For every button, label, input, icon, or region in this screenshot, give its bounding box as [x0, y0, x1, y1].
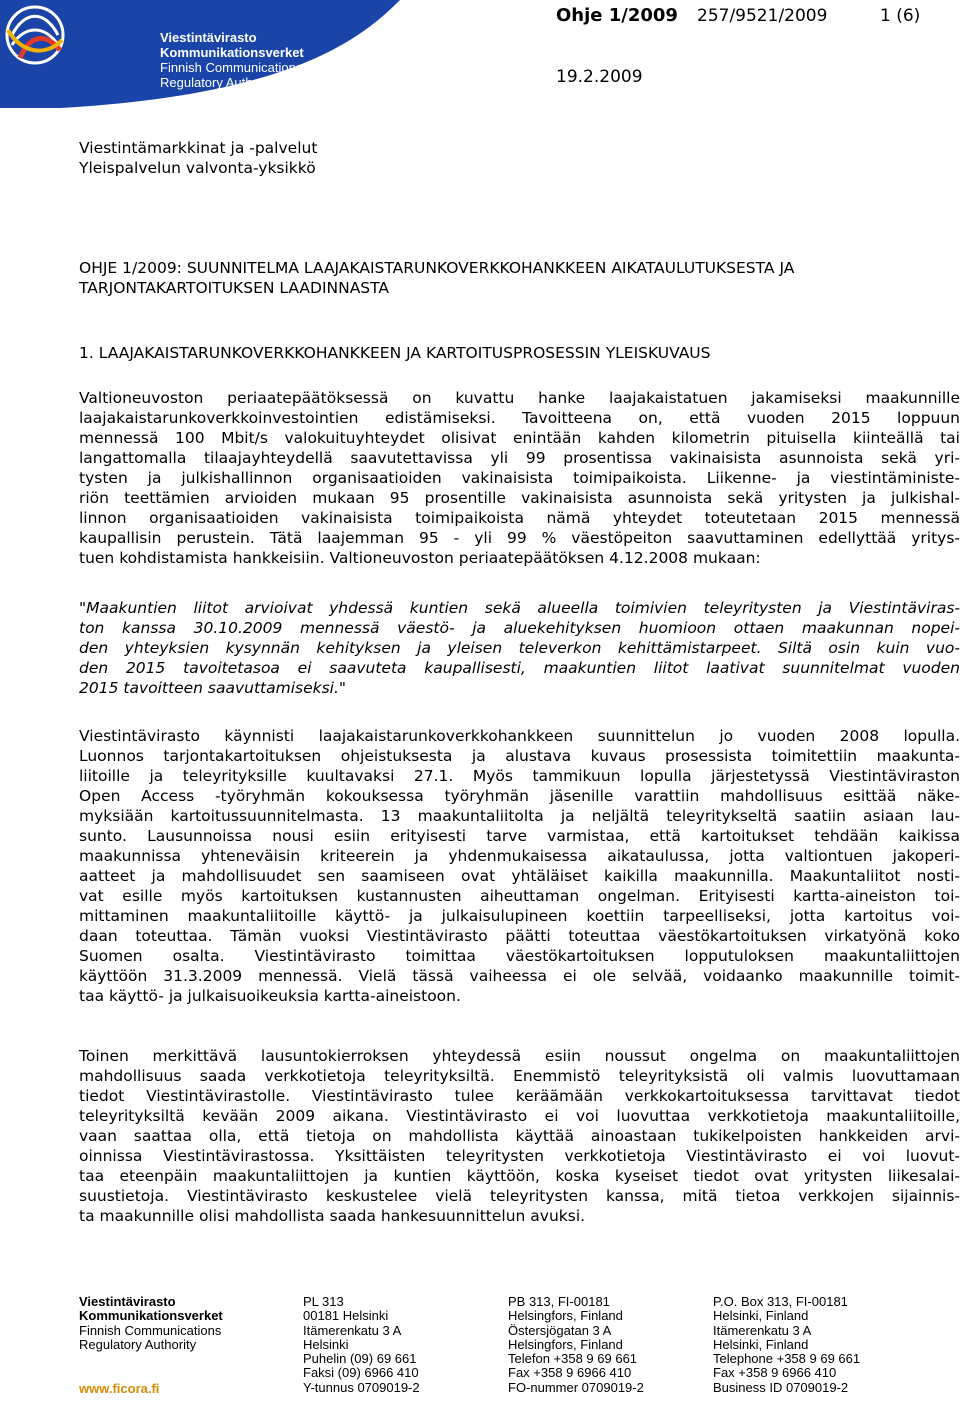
page-number: 1 (6)	[880, 6, 921, 26]
logo-name-en-2: Regulatory Authority	[160, 75, 278, 90]
text-line: myksiään kartoitussuunnitelmasta. 13 maakuntaliitolta ja neljältä teleyritykseltä saatiin asiaan lau-	[79, 807, 960, 825]
footer-line: Telephone +358 9 69 661	[713, 1351, 861, 1367]
footer-line: Helsingfors, Finland	[508, 1336, 623, 1352]
footer-line: P.O. Box 313, FI-00181	[713, 1294, 848, 1309]
footer-line: 00181 Helsinki	[303, 1308, 389, 1324]
footer-line: Helsinki, Finland	[713, 1308, 809, 1324]
document-date: 19.2.2009	[556, 67, 643, 87]
department-line: Viestintämarkkinat ja -palvelut	[79, 139, 318, 157]
logo-text	[160, 30, 304, 90]
text-line: sunto. Lausunnoissa nousi esiin erityisesti tarve varmistaa, että kartoitukset tehdään kaikissa	[79, 827, 960, 845]
footer-line: Regulatory Authority	[79, 1336, 197, 1352]
footer-line: PL 313	[303, 1294, 344, 1309]
text-line: maakunnissa yhteneväisin kriteerein ja yhdenmukaisessa aikataulussa, jotta valtiontuen jakoperi-	[79, 847, 960, 865]
department	[79, 138, 960, 178]
website-link[interactable]: www.ficora.fi	[79, 1381, 160, 1396]
text-line: aatteet ja mahdollisuudet sen saamiseen ovat yhtäläiset kaikilla maakunnilla. Maakuntaliitot nosti-	[79, 867, 960, 885]
footer-line: Telefon +358 9 69 661	[508, 1351, 638, 1367]
paragraph-1	[79, 388, 960, 568]
footer-col-fi	[303, 1295, 420, 1395]
section-heading: 1. LAAJAKAISTARUNKOVERKKOHANKKEEN JA KARTOITUSPROSESSIN YLEISKUVAUS	[79, 344, 711, 362]
text-line: daan toteuttaa. Tämän vuoksi Viestintävirasto päätti toteuttaa väestökartoituksen virkatyönä koko	[79, 927, 960, 945]
text-line: Valtioneuvoston periaatepäätöksessä on kuvattu hanke laajakaistatuen jakamiseksi maakunnille	[79, 389, 960, 407]
footer-line: Business ID 0709019-2	[713, 1379, 849, 1395]
text-line: Viestintävirasto käynnisti laajakaistarunkoverkkohankkeen suunnittelun jo vuoden 2008 lopulla.	[79, 727, 960, 745]
text-line: den 2015 tavoitetasoa ei saavuteta kaupallisesti, maakuntien liitot laativat suunnitelmat vuoden	[79, 659, 960, 677]
text-line: "Maakuntien liitot arvioivat yhdessä kuntien sekä alueella toimivien teleyritysten ja Viestintäviras-	[79, 599, 960, 617]
text-line: liitoille ja teleyrityksille kuultavaksi 27.1. Myös tammikuun lopulla järjestetyssä Viestintäviraston	[79, 767, 960, 785]
globe-logo-icon	[0, 0, 70, 70]
footer-line: Faksi (09) 6966 410	[303, 1365, 419, 1381]
text-line: mittaminen maakuntaliitoille käyttö- ja julkaisulupineen koettiin tarpeelliseksi, jotta kartoitus voi-	[79, 907, 960, 925]
text-line: taa käyttö- ja julkaisuoikeuksia kartta-aineistoon.	[79, 987, 461, 1005]
unit-line: Yleispalvelun valvonta-yksikkö	[79, 159, 316, 177]
text-line: langattomalla tilaajayhteydellä saavutettavissa yli 99 prosentissa vakinaisista asunnoista sekä yri-	[79, 449, 960, 467]
text-line: linnon organisaatioiden vakinaisista toimipaikoista nämä yhteydet toteutetaan 2015 mennessä	[79, 509, 960, 527]
text-line: käyttöön 31.3.2009 mennessä. Vielä tässä vaiheessa ei ole selvää, voidaanko maakunnille toimit-	[79, 967, 960, 985]
paragraph-3	[79, 726, 960, 1006]
footer-line: Finnish Communications	[79, 1322, 222, 1338]
text-line: laajakaistarunkoverkkoinvestointien edistämiseksi. Tavoitteena on, että vuoden 2015 loppuun	[79, 409, 960, 427]
document-title-line: OHJE 1/2009: SUUNNITELMA LAAJAKAISTARUNKOVERKKOHANKKEEN AIKATAULUTUKSESTA JA	[79, 259, 795, 277]
doc-number: Ohje 1/2009	[556, 5, 678, 26]
paragraph-4	[79, 1046, 960, 1226]
footer-line: Helsinki, Finland	[713, 1336, 809, 1352]
footer-line: Viestintävirasto	[79, 1294, 176, 1309]
text-line: kaupallisin perustein. Tätä laajemman 95 - yli 99 % väestöpeiton saavuttaminen edellyttää yritys-	[79, 529, 960, 547]
footer-line: Kommunikationsverket	[79, 1308, 223, 1324]
text-line: Toinen merkittävä lausuntokierroksen yhteydessä esiin noussut ongelma on maakuntaliittojen	[79, 1047, 960, 1065]
text-line: suustietoja. Viestintävirasto keskustelee vielä teleyritysten kanssa, mitä tietoa verkkojen sijainnis-	[79, 1187, 960, 1205]
text-line: oinnissa Viestintävirastossa. Yksittäisten teleyritysten verkkotietoja Viestintävirasto ei voi luovut-	[79, 1147, 960, 1165]
footer-line: Itämerenkatu 3 A	[713, 1322, 812, 1338]
logo-banner	[0, 0, 560, 110]
logo-name-sv: Kommunikationsverket	[160, 45, 304, 60]
footer-line: Y-tunnus 0709019-2	[303, 1379, 420, 1395]
text-line: vat esille myös kartoituksen kustannusten aiheuttaman ongelman. Erityisesti kartta-aineiston toi-	[79, 887, 960, 905]
footer-col-sv	[508, 1295, 644, 1395]
text-line: tysten ja julkishallinnon organisaatioiden vakinaisista toimipaikoista. Liikenne- ja viestintäministe-	[79, 469, 960, 487]
footer-line: Helsinki	[303, 1336, 349, 1352]
text-line: ton kanssa 30.10.2009 mennessä väestö- ja aluekehityksen huomioon ottaen maakunnan nopei-	[79, 619, 960, 637]
text-line: taa eteenpäin maakuntaliittojen ja kuntien käyttöön, koska kyseiset tiedot ovat yritysten liikesalai-	[79, 1167, 960, 1185]
document-title-line: TARJONTAKARTOITUKSEN LAADINNASTA	[79, 279, 390, 297]
footer-line: Itämerenkatu 3 A	[303, 1322, 402, 1338]
text-line: mahdollisuus saada verkkotietoja teleyrityksiltä. Enemmistö teleyrityksistä oli valmis luovuttamaan	[79, 1067, 960, 1085]
logo-name-en-1: Finnish Communications	[160, 60, 303, 75]
text-line: riön teettämien arvioiden mukaan 95 prosentille vakinaisista asunnoista sekä yritysten ja julkishal-	[79, 489, 960, 507]
footer-line: Östersjögatan 3 A	[508, 1322, 612, 1338]
text-line: tuen kohdistamista hankkeisiin. Valtioneuvoston periaatepäätöksen 4.12.2008 mukaan:	[79, 549, 761, 567]
logo-name-fi: Viestintävirasto	[160, 30, 257, 45]
text-line: mennessä 100 Mbit/s valokuituyhteydet olisivat enintään kahden kilometrin pituisella kiinteällä tai	[79, 429, 960, 447]
text-line: vaan saattaa olla, että tietoja on mahdollista käyttää ainoastaan tukikelpoisten hankkeiden arvi-	[79, 1127, 960, 1145]
text-line: ta maakunnille olisi mahdollista saada hankesuunnittelun avuksi.	[79, 1207, 586, 1225]
footer-line: Helsingfors, Finland	[508, 1308, 623, 1324]
footer-line: Puhelin (09) 69 661	[303, 1351, 417, 1367]
text-line: teleyrityksiltä kevään 2009 aikana. Viestintävirasto ei voi luovuttaa verkkotietoja maakuntaliitoille,	[79, 1107, 960, 1125]
footer-col-agency	[79, 1295, 223, 1352]
text-line: Suomen osalta. Viestintävirasto toimittaa väestökartoituksen lopputuloksen maakuntaliittojen	[79, 947, 960, 965]
footer-line: Fax +358 9 6966 410	[508, 1365, 632, 1381]
footer-line: FO-nummer 0709019-2	[508, 1379, 644, 1395]
quote-paragraph	[79, 598, 960, 698]
footer-col-en	[713, 1295, 860, 1395]
text-line: Open Access -työryhmän kokouksessa työryhmän jäsenille varattiin mahdollisuus esittää näke-	[79, 787, 960, 805]
text-line: 2015 tavoitteen saavuttamiseksi."	[79, 679, 347, 697]
footer-line: PB 313, FI-00181	[508, 1294, 610, 1309]
footer-line: Fax +358 9 6966 410	[713, 1365, 837, 1381]
text-line: Luonnos tarjontakartoituksen ohjeistuksesta ja alustava kuvaus prosessista toimitettiin maakunta-	[79, 747, 960, 765]
reference-number: 257/9521/2009	[697, 6, 828, 26]
document-title	[79, 258, 960, 298]
text-line: den yhteyksien kysynnän kehityksen ja yleisen televerkon kehittämistarpeet. Siltä osin kuin vuo-	[79, 639, 960, 657]
text-line: tiedot Viestintävirastolle. Viestintävirasto tulee keräämään verkkokartoituksessa tarvittavat tiedot	[79, 1087, 960, 1105]
